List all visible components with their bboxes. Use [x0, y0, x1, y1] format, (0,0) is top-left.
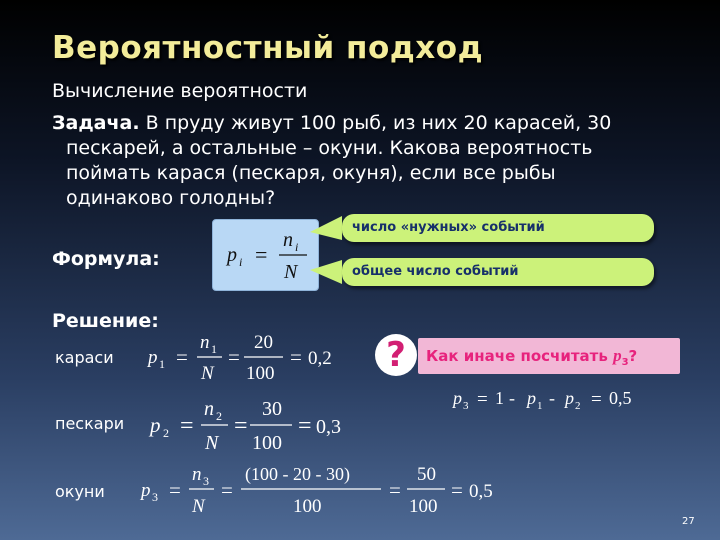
alt-eq-p3: p	[453, 388, 462, 408]
eq2-eq: =	[180, 413, 194, 439]
alt-eq-minus1: -	[509, 388, 515, 408]
row-label-peskari: пескари	[55, 414, 125, 433]
alt-prompt-end: ?	[628, 347, 638, 365]
page-number: 27	[682, 516, 695, 527]
question-mark-icon: ?	[375, 334, 417, 376]
eq3-n: n	[192, 464, 202, 485]
alt-prompt-var: p	[613, 346, 622, 365]
eq3-N: N	[192, 496, 205, 517]
eq2-N: N	[205, 432, 219, 454]
eq3-eq: =	[169, 478, 181, 502]
eq1-n-sub: 1	[211, 342, 217, 356]
alt-eq-p1-sub: 1	[537, 400, 543, 412]
eq1-p-sub: 1	[159, 357, 165, 371]
task-paragraph	[52, 111, 662, 211]
task-text: В пруду живут 100 рыб, из них 20 карасей, 30 пескарей, а остальные – окуни. Какова вероятность поймать карася (пескаря, окуня), если все рыбы одинаково голодны?	[66, 112, 612, 209]
task-label: Задача.	[52, 112, 140, 134]
eq1-n: n	[200, 332, 210, 353]
alt-eq-eq: =	[477, 389, 488, 410]
alternative-equation	[445, 380, 685, 416]
eq1-eq2: =	[228, 345, 240, 369]
alt-eq-p2: p	[565, 388, 574, 408]
alt-eq-p2-sub: 2	[575, 400, 581, 412]
eq3-n-sub: 3	[203, 474, 209, 488]
alt-eq-p3-sub: 3	[463, 400, 469, 412]
equation-peskari	[140, 392, 370, 456]
eq1-eq: =	[176, 345, 188, 369]
row-label-karasi: караси	[55, 348, 114, 367]
eq2-p-sub: 2	[163, 426, 169, 440]
eq2-n-sub: 2	[216, 409, 222, 423]
alt-eq-result: 0,5	[609, 388, 632, 408]
eq2-n: n	[204, 398, 214, 420]
formula-numerator: n	[283, 229, 293, 251]
eq1-frac-num: 20	[254, 332, 273, 353]
eq1-p: p	[148, 347, 158, 368]
eq1-eq3: =	[290, 345, 302, 369]
equation-karasi	[140, 326, 370, 386]
eq3-p-sub: 3	[152, 490, 158, 504]
eq2-eq2: =	[234, 413, 248, 439]
eq3-frac-num: (100 - 20 - 30)	[245, 464, 350, 484]
eq2-eq3: =	[298, 413, 312, 439]
slide-subtitle: Вычисление вероятности	[52, 80, 308, 102]
eq2-result: 0,3	[316, 416, 341, 438]
eq3-frac2-num: 50	[417, 464, 436, 485]
solution-label: Решение:	[52, 310, 159, 332]
eq3-frac-den: 100	[293, 496, 322, 517]
formula-denominator: N	[284, 261, 298, 283]
eq3-eq3: =	[389, 478, 401, 502]
formula-label: Формула:	[52, 248, 160, 270]
eq1-result: 0,2	[308, 348, 332, 369]
alternative-question-box	[418, 338, 680, 374]
eq3-frac2-den: 100	[409, 496, 438, 517]
formula-eq: =	[255, 242, 268, 267]
alt-eq-one: 1	[495, 388, 504, 408]
eq3-eq4: =	[451, 478, 463, 502]
alt-prompt-sub: 3	[621, 357, 629, 368]
alt-eq-p1: p	[527, 388, 536, 408]
eq2-p: p	[150, 413, 161, 437]
formula-numerator-sub: i	[295, 240, 299, 254]
eq1-frac-den: 100	[246, 363, 275, 384]
eq2-frac-den: 100	[252, 432, 282, 454]
alt-eq-eq2: =	[591, 389, 602, 410]
formula-lhs: p	[227, 244, 237, 266]
alt-prompt: Как иначе посчитать	[426, 347, 614, 365]
eq3-result: 0,5	[469, 481, 493, 502]
alt-eq-minus2: -	[549, 388, 555, 408]
eq1-N: N	[201, 363, 214, 384]
row-label-okuni: окуни	[55, 482, 105, 501]
callout-denominator-note: общее число событий	[342, 258, 654, 286]
eq2-frac-num: 30	[262, 398, 282, 420]
callout-pointer-bottom	[310, 260, 342, 284]
eq3-eq2: =	[221, 478, 233, 502]
equation-okuni	[135, 458, 515, 522]
callout-numerator-note: число «нужных» событий	[342, 214, 654, 242]
callout-pointer-top	[310, 216, 342, 240]
task-block	[52, 111, 662, 211]
formula-lhs-sub: i	[239, 255, 243, 269]
eq3-p: p	[141, 480, 151, 501]
slide-title: Вероятностный подход	[52, 30, 484, 66]
